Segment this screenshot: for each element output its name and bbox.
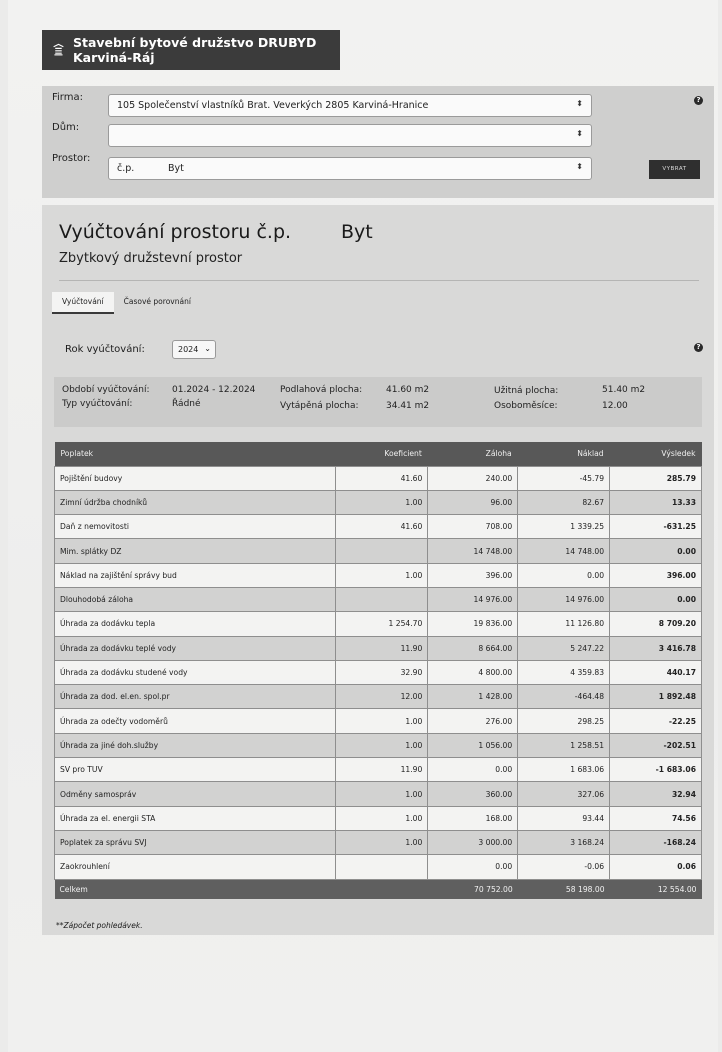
table-row — [55, 685, 702, 709]
page-title: Vyúčtování prostoru č.p. — [59, 221, 292, 243]
podlahova-label: Podlahová plocha: — [280, 385, 363, 395]
total-row — [55, 879, 702, 899]
cell-koeficient — [336, 855, 428, 879]
cell-vysledek: 0.06 — [610, 855, 702, 879]
table-row — [55, 660, 702, 684]
cell-zaloha: 3 000.00 — [428, 830, 518, 854]
table-row — [55, 466, 702, 490]
cell-zaloha: 14 976.00 — [428, 587, 518, 611]
cell-vysledek: 13.33 — [610, 490, 702, 514]
cell-zaloha: 708.00 — [428, 515, 518, 539]
cell-vysledek: 396.00 — [610, 563, 702, 587]
cell-koeficient: 1.00 — [336, 733, 428, 757]
cell-naklad: -0.06 — [518, 855, 610, 879]
cell-poplatek: Zimní údržba chodníků — [55, 490, 336, 514]
building-logo-icon — [52, 42, 65, 58]
cell-zaloha: 240.00 — [428, 466, 518, 490]
prostor-cp: č.p. — [117, 163, 135, 174]
cell-poplatek: Úhrada za el. energii STA — [55, 806, 336, 830]
table-row — [55, 758, 702, 782]
cell-koeficient: 1.00 — [336, 490, 428, 514]
filter-panel — [42, 86, 714, 198]
select-arrows-icon: ⬍ — [576, 162, 583, 171]
firma-label: Firma: — [52, 92, 83, 103]
prostor-select[interactable] — [108, 157, 592, 180]
table-row — [55, 539, 702, 563]
cell-vysledek: -1 683.06 — [610, 758, 702, 782]
col-vysledek: Výsledek — [610, 442, 702, 466]
cell-koeficient: 1.00 — [336, 806, 428, 830]
table-row — [55, 587, 702, 611]
cell-poplatek: Mim. splátky DZ — [55, 539, 336, 563]
cell-koeficient: 41.60 — [336, 515, 428, 539]
col-koeficient: Koeficient — [336, 442, 428, 466]
table-row — [55, 709, 702, 733]
cell-poplatek: Náklad na zajištění správy bud — [55, 563, 336, 587]
cell-vysledek: -631.25 — [610, 515, 702, 539]
cell-vysledek: -202.51 — [610, 733, 702, 757]
cell-poplatek: Pojištění budovy — [55, 466, 336, 490]
cell-naklad: 0.00 — [518, 563, 610, 587]
cell-vysledek: 3 416.78 — [610, 636, 702, 660]
cell-koeficient: 41.60 — [336, 466, 428, 490]
cell-koeficient: 11.90 — [336, 636, 428, 660]
cell-zaloha: 168.00 — [428, 806, 518, 830]
table-header-row — [55, 442, 702, 466]
cell-koeficient: 11.90 — [336, 758, 428, 782]
cell-vysledek: 8 709.20 — [610, 612, 702, 636]
cell-naklad: 4 359.83 — [518, 660, 610, 684]
obdobi-value: 01.2024 - 12.2024 — [172, 385, 256, 395]
cell-poplatek: Úhrada za jiné doh.služby — [55, 733, 336, 757]
cell-koeficient — [336, 539, 428, 563]
cell-naklad: 3 168.24 — [518, 830, 610, 854]
cell-zaloha: 396.00 — [428, 563, 518, 587]
select-arrows-icon: ⬍ — [576, 99, 583, 108]
cell-naklad: -45.79 — [518, 466, 610, 490]
cell-vysledek: 285.79 — [610, 466, 702, 490]
col-zaloha: Záloha — [428, 442, 518, 466]
table-row — [55, 733, 702, 757]
uzitna-label: Užitná plocha: — [494, 386, 559, 396]
cell-zaloha: 276.00 — [428, 709, 518, 733]
typ-label: Typ vyúčtování: — [62, 399, 133, 409]
cell-poplatek: Zaokrouhlení — [55, 855, 336, 879]
cell-vysledek: 0.00 — [610, 587, 702, 611]
cell-naklad: 298.25 — [518, 709, 610, 733]
cell-naklad: 82.67 — [518, 490, 610, 514]
brand-name: Stavební bytové družstvo DRUBYD Karviná-Ráj — [72, 35, 317, 65]
tab-bar — [52, 292, 201, 314]
firma-select[interactable] — [108, 94, 592, 117]
cell-zaloha: 360.00 — [428, 782, 518, 806]
billing-panel — [42, 205, 714, 935]
cell-koeficient: 1.00 — [336, 782, 428, 806]
cell-naklad: 1 683.06 — [518, 758, 610, 782]
cell-koeficient — [336, 587, 428, 611]
typ-value: Řádné — [172, 399, 201, 409]
table-row — [55, 806, 702, 830]
footnote: **Zápočet pohledávek. — [56, 921, 143, 930]
cell-zaloha: 4 800.00 — [428, 660, 518, 684]
cell-vysledek: 1 892.48 — [610, 685, 702, 709]
cell-naklad: 1 258.51 — [518, 733, 610, 757]
cell-vysledek: 440.17 — [610, 660, 702, 684]
cell-zaloha: 1 428.00 — [428, 685, 518, 709]
cell-zaloha: 14 748.00 — [428, 539, 518, 563]
help-icon[interactable]: ? — [694, 96, 703, 105]
cell-vysledek: -22.25 — [610, 709, 702, 733]
cell-naklad: 5 247.22 — [518, 636, 610, 660]
vytapena-label: Vytápěná plocha: — [280, 401, 359, 411]
cell-poplatek: Úhrada za dod. el.en. spol.pr — [55, 685, 336, 709]
total-vysledek: 12 554.00 — [610, 879, 702, 899]
total-koeficient — [336, 879, 428, 899]
cell-poplatek: Odměny samospráv — [55, 782, 336, 806]
cell-poplatek: Úhrada za dodávku tepla — [55, 612, 336, 636]
cell-naklad: 14 748.00 — [518, 539, 610, 563]
year-label: Rok vyúčtování: — [65, 344, 145, 355]
prostor-type: Byt — [168, 163, 184, 174]
cell-poplatek: Úhrada za dodávku teplé vody — [55, 636, 336, 660]
billing-info — [54, 377, 702, 427]
table-row — [55, 563, 702, 587]
cell-koeficient: 1 254.70 — [336, 612, 428, 636]
cell-poplatek: Poplatek za správu SVJ — [55, 830, 336, 854]
cell-naklad: 93.44 — [518, 806, 610, 830]
table-row — [55, 490, 702, 514]
page-title-type: Byt — [341, 221, 373, 243]
fees-table — [54, 442, 702, 899]
cell-zaloha: 96.00 — [428, 490, 518, 514]
cell-zaloha: 1 056.00 — [428, 733, 518, 757]
tab-vyuctovani[interactable]: Vyúčtování — [52, 292, 114, 314]
cell-poplatek: Daň z nemovitosti — [55, 515, 336, 539]
chevron-down-icon: ⌄ — [204, 344, 211, 353]
cell-vysledek: 74.56 — [610, 806, 702, 830]
table-row — [55, 830, 702, 854]
cell-zaloha: 0.00 — [428, 758, 518, 782]
cell-zaloha: 0.00 — [428, 855, 518, 879]
total-naklad: 58 198.00 — [518, 879, 610, 899]
cell-koeficient: 32.90 — [336, 660, 428, 684]
select-button[interactable]: VYBRAT — [649, 160, 700, 179]
uzitna-value: 51.40 m2 — [602, 385, 646, 395]
table-row — [55, 782, 702, 806]
divider — [59, 280, 699, 281]
cell-naklad: -464.48 — [518, 685, 610, 709]
select-arrows-icon: ⬍ — [576, 129, 583, 138]
cell-koeficient: 12.00 — [336, 685, 428, 709]
dum-select[interactable] — [108, 124, 592, 147]
prostor-label: Prostor: — [52, 153, 91, 164]
year-select[interactable] — [172, 340, 216, 359]
cell-naklad: 327.06 — [518, 782, 610, 806]
osobomesice-label: Osoboměsíce: — [494, 401, 558, 411]
cell-koeficient: 1.00 — [336, 709, 428, 733]
cell-poplatek: Dlouhodobá záloha — [55, 587, 336, 611]
table-row — [55, 636, 702, 660]
page-subtitle: Zbytkový družstevní prostor — [59, 251, 243, 266]
app-header[interactable] — [42, 30, 340, 70]
osobomesice-value: 12.00 — [602, 401, 628, 411]
cell-poplatek: Úhrada za odečty vodoměrů — [55, 709, 336, 733]
obdobi-label: Období vyúčtování: — [62, 385, 150, 395]
dum-label: Dům: — [52, 122, 80, 133]
cell-naklad: 14 976.00 — [518, 587, 610, 611]
total-zaloha: 70 752.00 — [428, 879, 518, 899]
col-poplatek: Poplatek — [55, 442, 336, 466]
cell-poplatek: SV pro TUV — [55, 758, 336, 782]
cell-zaloha: 19 836.00 — [428, 612, 518, 636]
podlahova-value: 41.60 m2 — [386, 385, 430, 395]
year-value: 2024 — [178, 345, 199, 354]
cell-koeficient: 1.00 — [336, 563, 428, 587]
table-row — [55, 855, 702, 879]
cell-naklad: 1 339.25 — [518, 515, 610, 539]
tab-casove-porovnani[interactable]: Časové porovnání — [123, 297, 191, 306]
firma-value: 105 Společenství vlastníků Brat. Veverkých 2805 Karviná-Hranice — [117, 100, 429, 111]
cell-zaloha: 8 664.00 — [428, 636, 518, 660]
table-row — [55, 612, 702, 636]
col-naklad: Náklad — [518, 442, 610, 466]
total-label: Celkem — [55, 879, 336, 899]
cell-vysledek: -168.24 — [610, 830, 702, 854]
cell-poplatek: Úhrada za dodávku studené vody — [55, 660, 336, 684]
table-row — [55, 515, 702, 539]
cell-koeficient: 1.00 — [336, 830, 428, 854]
cell-vysledek: 0.00 — [610, 539, 702, 563]
help-icon[interactable]: ? — [694, 343, 703, 352]
vytapena-value: 34.41 m2 — [386, 401, 430, 411]
cell-vysledek: 32.94 — [610, 782, 702, 806]
cell-naklad: 11 126.80 — [518, 612, 610, 636]
